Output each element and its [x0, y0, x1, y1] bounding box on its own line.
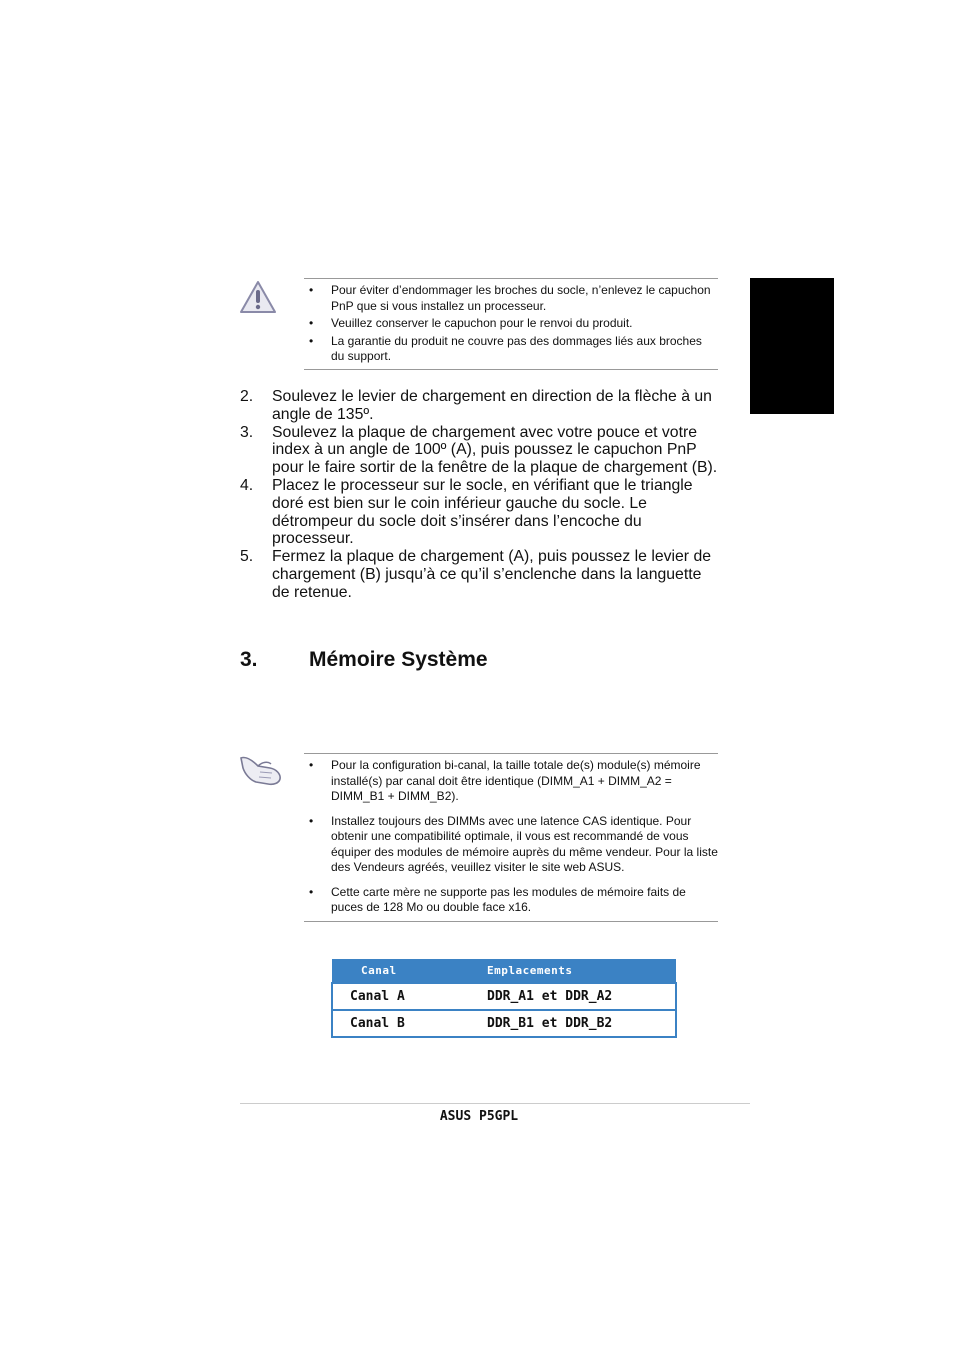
language-side-tab	[750, 278, 834, 414]
footer-divider	[240, 1103, 750, 1104]
section-heading	[240, 648, 488, 672]
memory-note-item: • Pour la configuration bi-canal, la taille totale de(s) module(s) mémoire installé(s) par canal doit être identique (DIMM_A1 + DIMM_A2 = DIMM_B1 + DIMM_B2).	[304, 758, 718, 805]
memory-note-box	[304, 753, 718, 922]
step-item: 2. Soulevez le levier de chargement en direction de la flèche à un angle de 135º.	[240, 388, 712, 423]
warning-note-item: • Veuillez conserver le capuchon pour le renvoi du produit.	[304, 316, 718, 332]
warning-note-box	[304, 278, 718, 370]
table-cell: DDR_A1 et DDR_A2	[486, 983, 676, 1010]
memory-note-item: • Cette carte mère ne supporte pas les modules de mémoire faits de puces de 128 Mo ou double face x16.	[304, 885, 718, 916]
warning-note-item: • Pour éviter d’endommager les broches du socle, n’enlevez le capuchon PnP que si vous installez un processeur.	[304, 283, 718, 314]
installation-steps	[240, 388, 718, 602]
step-item: 3. Soulevez la plaque de chargement avec votre pouce et votre index à un angle de 100º (A), puis poussez le capuchon PnP pour le faire sortir de la fenêtre de la plaque de chargement (B).	[240, 423, 718, 477]
warning-icon	[239, 280, 277, 314]
step-item: 4. Placez le processeur sur le socle, en vérifiant que le triangle doré est bien sur le coin inférieur gauche du socle. Le détrompeur du socle doit s’insérer dans l’encoche du processeur.	[240, 476, 693, 548]
table-cell: Canal B	[332, 1010, 486, 1037]
footer-product-name: ASUS P5GPL	[439, 1109, 519, 1124]
table-cell: Canal A	[332, 983, 486, 1010]
pointing-hand-icon	[238, 752, 284, 786]
memory-note-item: • Installez toujours des DIMMs avec une latence CAS identique. Pour obtenir une compatibilité optimale, il vous est recommandé de vous équiper des modules de mémoire auprès du même vendeur. Pour la liste des Vendeurs agréés, veuillez visiter le site web ASUS.	[304, 814, 718, 876]
step-item: 5. Fermez la plaque de chargement (A), puis poussez le levier de chargement (B) jusqu’à ce qu’il s’enclenche dans la languette de retenue.	[240, 548, 712, 601]
table-header: Canal	[332, 959, 486, 983]
section-title: Mémoire Système	[309, 648, 488, 671]
memory-channel-table	[331, 959, 677, 1038]
table-header: Emplacements	[486, 959, 676, 983]
table-row	[332, 1010, 676, 1037]
warning-note-item: • La garantie du produit ne couvre pas des dommages liés aux broches du support.	[304, 334, 718, 365]
section-number: 3.	[240, 648, 258, 671]
table-cell: DDR_B1 et DDR_B2	[486, 1010, 676, 1037]
table-row	[332, 983, 676, 1010]
